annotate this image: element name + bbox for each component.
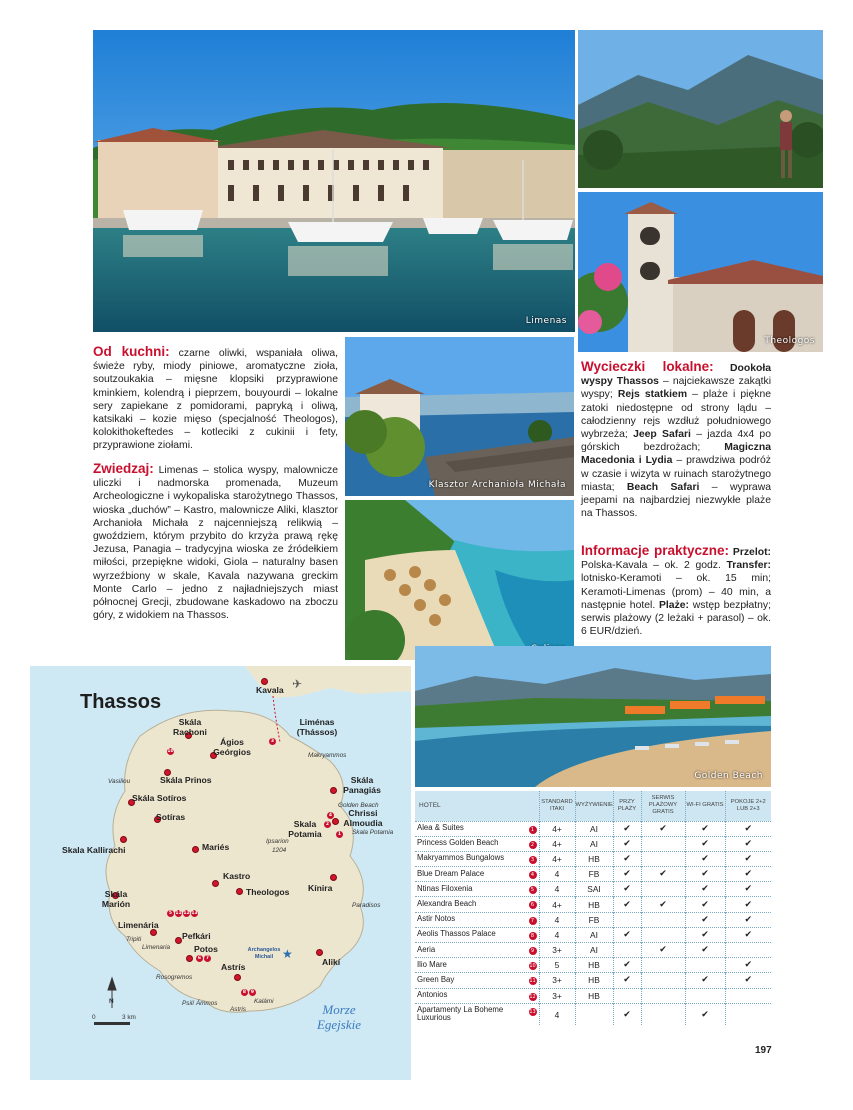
- beachfront-cell: [613, 988, 641, 1003]
- wifi-cell: ✔: [685, 897, 725, 912]
- beachfront-cell: ✔: [613, 882, 641, 897]
- hotel-name-cell: [415, 897, 539, 912]
- hotel-number-badge: 13: [529, 1008, 536, 1015]
- hotel-name: Princess Golden Beach: [417, 838, 499, 848]
- map-hotel-marker-5: 5: [168, 911, 173, 916]
- hotel-number-badge: 7: [529, 917, 537, 925]
- wifi-cell: [685, 988, 725, 1003]
- map-hotel-marker-9: 9: [250, 990, 255, 995]
- map-pin-potos: [186, 955, 193, 962]
- hotel-name-cell: [415, 973, 539, 988]
- map-hotel-marker-12: 12: [183, 911, 190, 916]
- col-standard: STANDARD ITAKI: [539, 791, 575, 821]
- map-label-skala-kallirachi: Skala Kallirachi: [62, 845, 126, 855]
- hotel-name: Green Bay: [417, 974, 455, 984]
- hotel-name: Alea & Suites: [417, 823, 464, 833]
- hotel-name-cell: [415, 851, 539, 866]
- thassos-map: [30, 666, 411, 1080]
- svg-text:✈: ✈: [292, 677, 303, 691]
- standard-cell: 4: [539, 882, 575, 897]
- food-cell: HB: [575, 897, 613, 912]
- standard-cell: 4: [539, 867, 575, 882]
- wifi-cell: ✔: [685, 882, 725, 897]
- wifi-cell: ✔: [685, 927, 725, 942]
- map-pin-skala-kallirachi: [120, 836, 127, 843]
- hotel-name-cell: [415, 882, 539, 897]
- beachfront-cell: ✔: [613, 851, 641, 866]
- practical-beaches-label: Plaże:: [658, 599, 689, 611]
- table-row: [415, 1003, 771, 1025]
- map-pin-skala-panagias: [330, 787, 337, 794]
- hotel-name: Ntinas Filoxenia: [417, 883, 473, 893]
- beach-service-cell: [641, 882, 685, 897]
- map-label-theologos: Theologos: [246, 887, 290, 897]
- map-pin-aliki: [316, 949, 323, 956]
- photo-klasztor: [345, 337, 574, 496]
- standard-cell: 4+: [539, 821, 575, 836]
- hotel-name: Astir Notos: [417, 914, 456, 924]
- beach-service-cell: ✔: [641, 897, 685, 912]
- map-label-skala-potamia: Skala Potamia: [288, 819, 322, 839]
- hotel-number-badge: 10: [529, 963, 536, 970]
- family-rooms-cell: ✔: [725, 927, 771, 942]
- map-label-chrissi-ammoudia: Chrissi Almoudia: [343, 808, 383, 828]
- hotel-number-badge: 6: [529, 901, 537, 909]
- food-cell: SAI: [575, 882, 613, 897]
- beachfront-cell: ✔: [613, 973, 641, 988]
- hotel-table-header: [415, 791, 771, 821]
- map-label-potos: Potos: [194, 944, 218, 954]
- map-hotel-marker-10: 10: [167, 749, 174, 754]
- cuisine-heading: Od kuchni:: [93, 344, 170, 359]
- excursion-macedonia: Magiczna Macedonia i Lydia: [581, 442, 771, 467]
- hotel-name-cell: [415, 988, 539, 1003]
- map-label-sotiras: Sotíras: [156, 812, 186, 822]
- map-pin-maries: [192, 846, 199, 853]
- hotel-number-badge: 3: [529, 856, 537, 864]
- table-row: [415, 897, 771, 912]
- table-row: [415, 851, 771, 866]
- col-hotel: HOTEL: [415, 791, 539, 821]
- food-cell: [575, 1003, 613, 1025]
- hotel-number-badge: 2: [529, 841, 537, 849]
- hotel-name: Apartamenty La Boheme Luxurious: [417, 1005, 504, 1022]
- map-label-kavala: Kavala: [256, 685, 284, 695]
- map-label-skala-prinos: Skála Prinos: [160, 775, 212, 785]
- cuisine-section: [93, 345, 338, 453]
- map-label-kastro: Kastro: [223, 871, 251, 881]
- hotel-name-cell: [415, 943, 539, 958]
- map-beach-psili-ammos: Psilí Ámmos: [182, 1000, 218, 1007]
- map-sea-label: Morze Egejskie: [316, 1002, 362, 1032]
- map-beach-kalami: Kalámi: [254, 998, 274, 1005]
- food-cell: HB: [575, 988, 613, 1003]
- map-beach-makryammos: Makryammos: [308, 752, 347, 759]
- standard-cell: 4+: [539, 836, 575, 851]
- hotel-number-badge: 5: [529, 886, 537, 894]
- hotel-name: Ilio Mare: [417, 959, 447, 969]
- map-scale-label: 3 km: [122, 1014, 136, 1021]
- photo-caption-limenas: Limenas: [525, 316, 567, 326]
- practical-beaches: wstęp bezpłatny; serwis plażowy (2 leżaki + parasol) – ok. 6 EUR/dzień.: [581, 599, 771, 638]
- table-row: [415, 836, 771, 851]
- map-hotel-marker-2: 2: [325, 822, 330, 827]
- beach-service-cell: ✔: [641, 867, 685, 882]
- wifi-cell: ✔: [685, 973, 725, 988]
- excursion-text-4: – prawdziwa podróż w czasie i wizyta w ruinach starożytnego miasta;: [581, 455, 771, 493]
- table-row: [415, 882, 771, 897]
- family-rooms-cell: [725, 988, 771, 1003]
- table-row: [415, 943, 771, 958]
- excursion-text-1: – najciekawsze zakątki wyspy;: [581, 376, 771, 401]
- standard-cell: 4: [539, 927, 575, 942]
- col-beach-service: SERWIS PLAŻOWY GRATIS: [641, 791, 685, 821]
- wifi-cell: ✔: [685, 836, 725, 851]
- standard-cell: 4: [539, 1003, 575, 1025]
- food-cell: AI: [575, 836, 613, 851]
- food-cell: FB: [575, 867, 613, 882]
- hotel-name: Aeolis Thassos Palace: [417, 929, 496, 939]
- family-rooms-cell: ✔: [725, 897, 771, 912]
- beach-service-cell: [641, 912, 685, 927]
- standard-cell: 4: [539, 912, 575, 927]
- map-hotel-marker-13: 13: [191, 911, 198, 916]
- map-hotel-marker-11: 11: [175, 911, 182, 916]
- map-label-skala-panagias: Skála Panagiás: [343, 775, 381, 795]
- map-label-archangelos: Archangelos Michail: [247, 947, 281, 960]
- map-beach-golden-beach: Golden Beach: [338, 802, 379, 809]
- col-food: WYŻYWIENIE: [575, 791, 613, 821]
- standard-cell: 4+: [539, 897, 575, 912]
- beach-service-cell: ✔: [641, 821, 685, 836]
- map-scale-zero: 0: [92, 1014, 96, 1021]
- hotel-name: Aeria: [417, 944, 436, 954]
- hotel-name: Alexandra Beach: [417, 899, 477, 909]
- map-pin-astris: [234, 974, 241, 981]
- family-rooms-cell: ✔: [725, 973, 771, 988]
- practical-transfer-label: Transfer:: [726, 560, 771, 572]
- photo-mountains: [578, 30, 823, 188]
- map-hotel-marker-3: 3: [270, 739, 275, 744]
- beachfront-cell: [613, 912, 641, 927]
- beach-service-cell: [641, 988, 685, 1003]
- table-row: [415, 988, 771, 1003]
- map-label-kinira: Kínira: [308, 883, 333, 893]
- practical-heading: Informacje praktyczne:: [581, 543, 730, 558]
- family-rooms-cell: ✔: [725, 836, 771, 851]
- family-rooms-cell: ✔: [725, 882, 771, 897]
- standard-cell: 3+: [539, 973, 575, 988]
- beach-service-cell: [641, 1003, 685, 1025]
- excursion-text-3: – jazda 4x4 po górskich bezdrożach;: [581, 429, 771, 454]
- map-hotel-marker-1: 1: [337, 832, 342, 837]
- practical-section: [581, 544, 771, 638]
- table-row: [415, 927, 771, 942]
- map-pin-theologos: [236, 888, 243, 895]
- map-label-astris: Astrís: [221, 962, 246, 972]
- food-cell: AI: [575, 943, 613, 958]
- map-beach-limenaria: Limenaria: [142, 944, 171, 951]
- photo-caption-klasztor: Klasztor Archanioła Michała: [428, 480, 566, 490]
- hotel-name-cell: [415, 821, 539, 836]
- sightseeing-section: [93, 462, 338, 622]
- wifi-cell: ✔: [685, 943, 725, 958]
- excursion-around-island: Dookoła wyspy Thassos: [581, 363, 771, 388]
- map-pin-kavala: [261, 678, 268, 685]
- table-row: [415, 958, 771, 973]
- map-pin-kastro: [212, 880, 219, 887]
- col-wifi: WI-FI GRATIS: [685, 791, 725, 821]
- map-label-skala-marion: Skála Marión: [101, 889, 131, 909]
- hotel-name-cell: [415, 867, 539, 882]
- photo-golden-beach: [415, 646, 771, 787]
- map-label-limenas: Liménas (Thássos): [296, 717, 338, 737]
- standard-cell: 5: [539, 958, 575, 973]
- beach-service-cell: [641, 836, 685, 851]
- standard-cell: 4+: [539, 851, 575, 866]
- map-pin-kinira: [330, 874, 337, 881]
- excursions-heading: Wycieczki lokalne:: [581, 359, 714, 374]
- map-beach-skala-potamia: Skala Potamia: [352, 829, 394, 836]
- hotel-name: Blue Dream Palace: [417, 868, 485, 878]
- cuisine-text: czarne oliwki, wspaniała oliwa, świeże ryby, miody piniowe, aromatyczne zioła, soutzoukakia – mięsne klopsiki przyprawione kminkiem, kolendrą i pieprzem, bouyourdi – lokalne sery zapiekane z pomidorami, papryką i oliwą, katsikaki – kozie mięso (specjalność Theologos), kolokithokeftedes – kotleciki z cukinii i fety, przyprawione ziołami.: [93, 348, 338, 452]
- map-hotel-marker-8: 8: [242, 990, 247, 995]
- map-beach-rosogremos: Rosogremos: [156, 974, 193, 981]
- hotel-name-cell: [415, 912, 539, 927]
- map-title: Thassos: [80, 691, 162, 713]
- wifi-cell: ✔: [685, 867, 725, 882]
- family-rooms-cell: ✔: [725, 912, 771, 927]
- hotel-name-cell: [415, 1003, 539, 1025]
- map-label-aliki: Alikí: [322, 957, 341, 967]
- table-row: [415, 973, 771, 988]
- hotel-number-badge: 11: [529, 978, 536, 985]
- excursion-jeep: Jeep Safari: [633, 429, 691, 441]
- hotel-name-cell: [415, 958, 539, 973]
- map-label-agios-georgios: Ágios Geórgios: [213, 737, 251, 757]
- wifi-cell: ✔: [685, 912, 725, 927]
- hotel-name-cell: [415, 927, 539, 942]
- map-north-label: N: [109, 998, 114, 1005]
- hotel-number-badge: 8: [529, 932, 537, 940]
- hotel-number-badge: 1: [529, 826, 537, 834]
- map-hotel-marker-4: 4: [328, 813, 333, 818]
- beachfront-cell: ✔: [613, 927, 641, 942]
- photo-saliara: [345, 500, 574, 660]
- photo-theologos: [578, 192, 823, 352]
- map-label-limenaria: Limenária: [118, 920, 159, 930]
- col-beachfront: PRZY PLAŻY: [613, 791, 641, 821]
- sightseeing-text: Limenas – stolica wyspy, malownicze uliczki i nadmorska promenada, Muzeum Archeologiczne i wykopaliska starożytnego Thassos, wioska „duchów” – Kastro, malownicze Aliki, klasztor Archanioła Michała z najcenniejszą relikwią – gwoździem, którym przybito do krzyża prawą rękę Jezusa, Panagia – tradycyjna wioska ze źródełkiem miłości, przepiękne widoki, Giola – naturalny basen wyrzeźbiony w skale, Kavala nazywana greckim Monte Carlo – jedno z najładniejszych miast północnej Grecji, zbudowane kaskadowo na zboczu góry, z widokiem na Thassos.: [93, 465, 338, 622]
- map-label-pefkari: Pefkári: [182, 931, 211, 941]
- map-hotel-marker-7: 7: [205, 956, 210, 961]
- map-peak-height: 1204: [272, 847, 287, 854]
- family-rooms-cell: ✔: [725, 851, 771, 866]
- excursion-boat: Rejs statkiem: [617, 389, 688, 401]
- beachfront-cell: ✔: [613, 958, 641, 973]
- family-rooms-cell: ✔: [725, 958, 771, 973]
- col-family-rooms: POKOJE 2+2 LUB 2+3: [725, 791, 771, 821]
- map-label-skala-sotiros: Skála Sotíros: [132, 793, 187, 803]
- hotel-number-badge: 9: [529, 947, 537, 955]
- family-rooms-cell: ✔: [725, 821, 771, 836]
- svg-text:★: ★: [282, 947, 293, 961]
- wifi-cell: [685, 958, 725, 973]
- map-peak-ipsarion: Ipsarion: [266, 838, 289, 845]
- food-cell: AI: [575, 927, 613, 942]
- beach-service-cell: [641, 958, 685, 973]
- family-rooms-cell: [725, 1003, 771, 1025]
- hotel-name: Antonios: [417, 990, 448, 1000]
- food-cell: HB: [575, 973, 613, 988]
- family-rooms-cell: [725, 943, 771, 958]
- hotel-number-badge: 12: [529, 993, 536, 1000]
- table-row: [415, 912, 771, 927]
- beach-service-cell: ✔: [641, 943, 685, 958]
- beachfront-cell: ✔: [613, 1003, 641, 1025]
- beachfront-cell: ✔: [613, 867, 641, 882]
- sightseeing-heading: Zwiedzaj:: [93, 461, 154, 476]
- beachfront-cell: [613, 943, 641, 958]
- page-number: 197: [755, 1045, 772, 1056]
- excursion-beach-safari: Beach Safari: [626, 481, 700, 493]
- practical-flight-label: Przelot:: [732, 547, 771, 558]
- beach-service-cell: [641, 973, 685, 988]
- table-row: [415, 867, 771, 882]
- wifi-cell: ✔: [685, 851, 725, 866]
- food-cell: FB: [575, 912, 613, 927]
- excursion-text-5: – wyprawa jeepami na najbardziej niezwykłe plaże na Thassos.: [581, 481, 771, 520]
- photo-limenas: [93, 30, 575, 332]
- excursion-text-2: – plaże i piękne zatoki niedostępne od strony lądu – całodzienny rejs wzdłuż południowego wybrzeża;: [581, 389, 772, 441]
- hotel-number-badge: 4: [529, 871, 537, 879]
- wifi-cell: ✔: [685, 1003, 725, 1025]
- beachfront-cell: ✔: [613, 897, 641, 912]
- beachfront-cell: ✔: [613, 836, 641, 851]
- map-beach-tripiti: Tripiti: [126, 936, 142, 943]
- beach-service-cell: [641, 927, 685, 942]
- standard-cell: 3+: [539, 943, 575, 958]
- photo-caption-theologos: Theologos: [764, 336, 815, 346]
- standard-cell: 3+: [539, 988, 575, 1003]
- map-beach-vasiliou: Vasiliou: [108, 778, 131, 785]
- map-label-maries: Mariés: [202, 842, 230, 852]
- food-cell: HB: [575, 958, 613, 973]
- photo-caption-golden-beach: Golden Beach: [694, 771, 763, 781]
- map-pin-pefkari: [175, 937, 182, 944]
- practical-flight: Polska-Kavala – ok. 2 godz.: [581, 560, 727, 572]
- map-pin-skala-potamia: [332, 818, 339, 825]
- excursions-section: [581, 360, 771, 520]
- beachfront-cell: ✔: [613, 821, 641, 836]
- wifi-cell: ✔: [685, 821, 725, 836]
- practical-transfer: lotnisko-Keramoti – ok. 15 min; Keramoti-Limenas (prom) – 40 min, a następnie hotel.: [581, 573, 771, 611]
- hotel-name-cell: [415, 836, 539, 851]
- table-row: [415, 821, 771, 836]
- map-beach-paradisos: Paradisos: [352, 902, 381, 909]
- family-rooms-cell: ✔: [725, 867, 771, 882]
- hotel-table: [415, 791, 771, 1025]
- food-cell: AI: [575, 821, 613, 836]
- food-cell: HB: [575, 851, 613, 866]
- map-label-skala-rachoni: Skála Rachoni: [173, 717, 207, 737]
- map-beach-astris: Astris: [230, 1006, 246, 1013]
- hotel-name: Makryammos Bungalows: [417, 853, 505, 863]
- beach-service-cell: [641, 851, 685, 866]
- map-hotel-marker-6: 6: [197, 956, 202, 961]
